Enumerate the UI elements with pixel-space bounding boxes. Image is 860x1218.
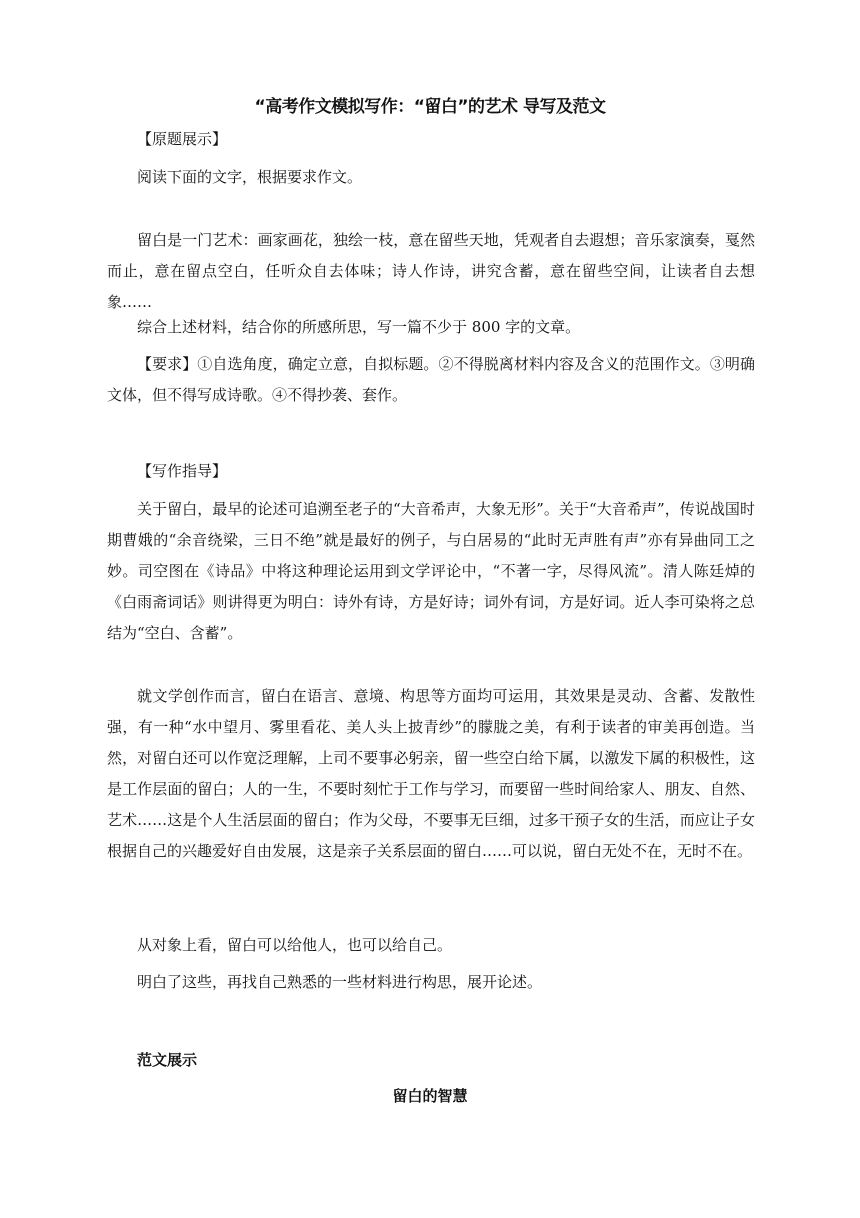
- sample-essay-title: 留白的智慧: [392, 1087, 468, 1105]
- section-heading-original: 【原题展示】: [137, 130, 228, 148]
- page-title: “高考作文模拟写作：“留白”的艺术 导写及范文: [254, 97, 606, 117]
- material-paragraph: 留白是一门艺术：画家画花，独绘一枝，意在留些天地，凭观者自去遐想；音乐家演奏，戛然而止，意在留点空白，任听众自去体味；诗人作诗，讲究含蓄，意在留些空间，让读者自去想象……: [107, 231, 755, 311]
- guide-paragraph-3: 从对象上看，留白可以给他人，也可以给自己。: [137, 936, 453, 954]
- guide-paragraph-1: 关于留白，最早的论述可追溯至老子的“大音希声，大象无形”。关于“大音希声”，传说战国时期曹娥的“余音绕梁，三日不绝”就是最好的例子，与白居易的“此时无声胜有声”亦有异曲同工之妙。司空图在《诗品》中将这种理论运用到文学评论中，“不著一字，尽得风流”。清人陈廷焯的《白雨斋词话》则讲得更为明白：诗外有诗，方是好诗；词外有词，方是好词。近人李可染将之总结为“空白、含蓄”。: [107, 500, 755, 642]
- guide-paragraph-4: 明白了这些，再找自己熟悉的一些材料进行构思，展开论述。: [137, 973, 543, 991]
- guide-paragraph-2: 就文学创作而言，留白在语言、意境、构思等方面均可运用，其效果是灵动、含蓄、发散性强，有一种“水中望月、雾里看花、美人头上披青纱”的朦胧之美，有利于读者的审美再创造。当然，对留白还可以作宽泛理解，上司不要事必躬亲，留一些空白给下属，以激发下属的积极性，这是工作层面的留白；人的一生，不要时刻忙于工作与学习，而要留一些时间给家人、朋友、自然、艺术……这是个人生活层面的留白；作为父母，不要事无巨细，过多干预子女的生活，而应让子女根据自己的兴趣爱好自由发展，这是亲子关系层面的留白……可以说，留白无处不在，无时不在。: [107, 687, 755, 860]
- section-heading-guide: 【写作指导】: [137, 462, 228, 480]
- requirements-paragraph: 【要求】①自选角度，确定立意，自拟标题。②不得脱离材料内容及含义的范围作文。③明确文体，但不得写成诗歌。④不得抄袭、套作。: [107, 355, 755, 404]
- task-paragraph: 综合上述材料，结合你的所感所思，写一篇不少于 800 字的文章。: [137, 318, 581, 336]
- intro-paragraph: 阅读下面的文字，根据要求作文。: [137, 168, 363, 186]
- section-heading-sample: 范文展示: [137, 1051, 198, 1069]
